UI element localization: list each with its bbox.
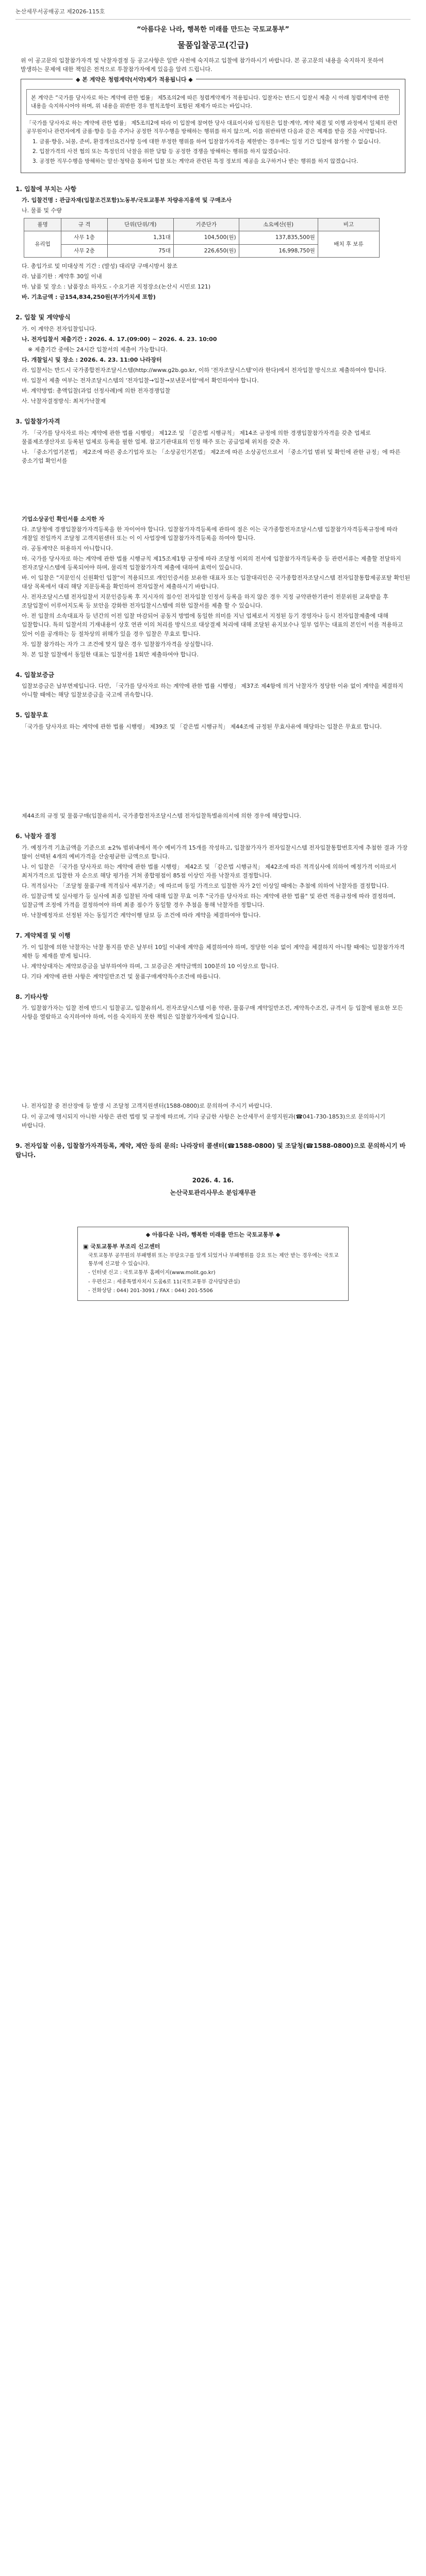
section-title: 7. 계약체결 및 이행 — [15, 932, 71, 939]
section-misc — [15, 992, 411, 1130]
table-row — [24, 231, 380, 244]
page-title: 물품입찰공고(긴급) — [177, 40, 249, 50]
section-invalid-bids — [15, 710, 411, 820]
section-bid-bond — [15, 670, 411, 700]
section-item: 가. 이 입찰에 의한 낙찰자는 낙찰 통지를 받은 날부터 10일 이내에 계약을 체결하여야 하며, 정당한 이유 없이 계약을 체결하지 아니할 때에는 입찰참가자격 제한 등 제재를 받게 됩니다. — [22, 943, 405, 959]
section-contract — [15, 931, 411, 981]
table-cell: 137,835,500원 — [239, 231, 318, 244]
section-item: 가. 「국가를 당사자로 하는 계약에 관한 법률 시행령」 제12조 및 「같은법 시행규칙」 제14조 규정에 의한 경쟁입찰참가자격을 갖춘 업체로 물품제조생산자로 등록된 업체로 등록을 필한 업체. 참고기관대표의 인정 해주 또는 공급업체 위치를 갖춘 자. — [22, 429, 371, 445]
section-item: 바. 이 입찰은 "지문인식 신원확인 입찰"이 적용되므로 개인인증서를 보유한 대표자 또는 입찰대리인은 국가종합전자조달시스템 전자입찰통합제공포탈 확인된 대상 목록에서 대리 해당 지문등록을 확인하여 전자입찰서 제출하시기 바랍니다. — [22, 574, 411, 590]
intro-paragraph: 위 이 공고문의 입찰참가자격 및 낙찰자결정 등 공고사항은 일반 사전에 숙지하고 입찰에 참가하시기 바랍니다. 본 공고문의 내용을 숙지하지 못하여 발생하는 문제에 대한 책임은 전적으로 투찰참가자에게 있음을 알려 드립니다. — [21, 57, 384, 73]
section-item: 사. 전자조달시스템 전자입찰서 지문인증등록 후 지시자의 접수인 전자입찰 인정서 등록을 하지 않은 경우 지정 규약관한기관이 전문위원 교육받을 후 조달입찰이 이루어지도록 등 보안을 강화한 전자입찰시스템에 의한 입찰서를 제출 할 수 있습니다. — [22, 594, 389, 609]
section-inquiry — [15, 1141, 411, 1160]
table-header-cell: 단위(단위/개) — [107, 218, 173, 231]
callout-box-text: 본 계약은 “국가를 당사자로 하는 계약에 관한 법률」 제5조의2에 따른 청렴계약제가 적용됩니다. 입찰자는 반드시 입찰서 제출 시 아래 청렴계약에 관한 내용을 숙지하시어야 하며, 위 내용을 위반한 경우 벌칙조항이 포함된 재제가 따르는 바입니다. — [31, 94, 389, 109]
section-item: 가. 입찰참가자는 입찰 전에 반드시 입찰공고, 입찰유의서, 전자조달시스템 이용 약관, 물품구매 계약일반조건, 계약특수조건, 규격서 등 입찰에 필요한 모든 사항을 열람하고 숙지하여야 하며, 이를 숙지하지 못한 책임은 입찰참가자에게 있습니다. — [22, 1005, 403, 1021]
section-title: 2. 입찰 및 계약방식 — [15, 314, 71, 321]
section-item: 다. 기타 계약에 관한 사항은 계약일반조건 및 물품구매계약특수조건에 따릅니다. — [22, 973, 221, 980]
report-center-box — [77, 1227, 349, 1301]
section-item: 나. 물품 및 수량 — [22, 207, 62, 214]
table-cell: 사무 1층 — [61, 231, 108, 244]
section-item: 입찰보증금은 납부면제입니다. 다만, 「국가를 당사자로 하는 계약에 관한 법률 시행령」 제37조 제4항에 의거 낙찰자가 정당한 이유 없이 계약을 체결하지 아니할 때에는 해당 입찰보증금을 국고에 귀속합니다. — [22, 683, 403, 699]
section-title: 1. 입찰에 부치는 사항 — [15, 185, 77, 193]
page-break-gap — [15, 1023, 411, 1100]
section-item: 다. 이 공고에 명시되지 아니한 사항은 관련 법령 및 규정에 따르며, 기타 궁금한 사항은 논산세무서 운영지원과(☎041-730-1853)으로 문의하시기 바랍니다. — [22, 1113, 386, 1129]
section-item: 마. 국가를 당사자로 하는 계약에 관한 법률 시행규칙 제15조제1항 규정에 따라 조달청 이외의 전서에 입찰참가자격등록증 등 관련서류는 제출할 전달하지 전자조달시스템에 등록되어야 하며, 물리적 입찰참가자격 제출에 대하여 효력이 있습니다. — [22, 555, 401, 571]
section-item: 나. 「중소기업기본법」 제2조에 따른 중소기업자 또는 「소상공인기본법」 제2조에 따른 소상공인으로서 「중소기업 범위 및 확인에 관한 규정」에 따른 중소기업 확인서를 — [22, 448, 401, 464]
closing-block — [15, 1176, 411, 1198]
section-item: 다. 적격심사는 「조달청 물품구매 적격심사 세부기준」에 따르며 동일 가격으로 입찰한 자가 2인 이상일 때에는 추첨에 의하여 낙찰자를 결정합니다. — [22, 882, 389, 889]
section-eligibility — [15, 417, 411, 658]
callout-intro: 「국가를 당사자로 하는 계약에 관한 법률」 제5조의2에 따라 이 입찰에 참여한 당사 대표이사와 임직원은 입찰·계약, 계약 체결 및 이행 과정에서 일체의 관련 공무원이나 관련자에게 금품·향응 등을 주거나 공정한 직무수행을 방해하는 행위를 하지 않으며, 이를 위반하면 다음과 같은 제재를 받을 것을 서약합니다. — [26, 120, 398, 135]
section-item: 자. 입찰 참가하는 자가 그 조건에 맞지 않은 경우 입찰참가자격을 상실합니다. — [22, 640, 214, 648]
slogan: “아름다운 나라, 행복한 미래를 만드는 국토교통부” — [137, 26, 289, 34]
section-item: 마. 입찰서 제출 여부는 전자조달시스템의 '전자입찰→입찰→보낸문서함'에서 확인하여야 합니다. — [22, 377, 259, 384]
section-item: 바. 기초금액 : 금154,834,250원(부가가치세 포함) — [22, 294, 156, 301]
section-item: 차. 본 입찰 입찰에서 동일한 대표는 입찰서를 1회만 제출하여야 합니다. — [22, 651, 199, 658]
section-title: 4. 입찰보증금 — [15, 671, 55, 679]
items-table — [24, 218, 380, 258]
section-item: 나. 계약상대자는 계약보증금을 납부하여야 하며, 그 보증금은 계약금액의 100분의 10 이상으로 합니다. — [22, 962, 279, 970]
report-box-text: - 인터넷 신고 : 국토교통부 홈페이지(www.molit.go.kr) — [88, 1270, 216, 1276]
table-header-cell: 비고 — [318, 218, 379, 231]
table-cell: 226,650(원) — [173, 244, 239, 257]
table-header-row — [24, 218, 380, 231]
callout-item: 1. 금품·향응, 뇌물, 준비, 환경개선요건사항 등에 대한 부정한 행위를 하여 입찰참가자격을 제한받는 경우에는 일정 기간 입찰에 참가할 수 없습니다. — [32, 138, 381, 145]
callout-inner-box — [26, 89, 400, 115]
section-award — [15, 832, 411, 920]
section-subitem: ※ 제출기간 중에는 24시간 입찰서의 제출이 가능합니다. — [28, 346, 168, 353]
table-cell: 1,31대 — [107, 231, 173, 244]
table-header-cell: 품명 — [24, 218, 61, 231]
section-item: 바. 계약방법: 총액입찰(과업 선정사례)에 의한 전자경쟁입찰 — [22, 387, 171, 395]
table-header-cell: 기준단가 — [173, 218, 239, 231]
section-item: 마. 낙찰예정자로 선정된 자는 동일기간 계약이행 담보 등 조건에 따라 계약을 체결하여야 합니다. — [22, 911, 261, 919]
table-cell: 배치 후 보류 — [318, 231, 379, 258]
report-box-text: - 우편신고 : 세종특별자치시 도움6로 11(국토교통부 감사담당관실) — [88, 1279, 240, 1285]
section-bid-method — [15, 313, 411, 405]
page-break-gap — [15, 733, 411, 810]
callout-item: 3. 공정한 직무수행을 방해하는 알선·청탁을 통하여 입찰 또는 계약과 관련된 특정 정보의 제공을 요구하거나 받는 행위를 하지 않겠습니다. — [32, 158, 358, 165]
section-item: 나. 전자입찰 중 전산장애 등 발생 시 조달청 고객지원센터(1588-0800)로 문의하여 주시기 바랍니다. — [22, 1103, 272, 1110]
section-item: 라. 입찰금액 및 실사평가 등 실사에 최종 입찰된 자에 대해 입찰 무효 이후 "국가를 당사자로 하는 계약에 관한 법률" 및 관련 적용규정에 따라 결정하며, 입찰금액 조정에 가격을 결정하여야 하며 최종 점수가 동일할 경우 추첨을 통해 낙찰자를 정합니다. — [22, 892, 396, 908]
section-item: 제44조의 규정 및 물품구매(입찰유의서, 국가종합전자조달시스템 전자입찰특별유의서에 의한 경우에 해당합니다. — [22, 812, 302, 819]
section-title: 8. 기타사항 — [15, 993, 48, 1001]
section-item: 다. 조달청에 경쟁입찰참가자격등록을 한 자이어야 합니다. 입찰참가자격등록에 관하여 절은 이는 국가종합전자조달시스템 입찰참가자격등록규정에 따라 개찰일 전일까지 조달청 고객지원센터 또는 이 이 사업장에 입찰참가자격등록을 하여야 합니다. — [22, 526, 398, 542]
callout-item: 2. 입찰가격의 사전 협의 또는 특정인의 낙찰을 위한 담합 등 공정한 경쟁을 방해하는 행위를 하지 않겠습니다. — [32, 148, 290, 155]
table-cell-group: 유리업 — [24, 231, 61, 258]
section-item: 기업소상공인 확인서를 소지한 자 — [22, 515, 105, 522]
section-item: 나. 전자입찰서 제출기간 : 2026. 4. 17.(09:00) ~ 2026. 4. 23. 10:00 — [22, 335, 217, 343]
section-item: 라. 공동계약은 허용하지 아니합니다. — [22, 545, 113, 552]
section-item: 라. 납품기한 : 계약후 30일 이내 — [22, 273, 102, 280]
section-item: 가. 입찰건명 : 관급자재(입찰조건포함)노동부/국토교통부 차량유지용역 및 구매조사 — [22, 197, 232, 204]
section-title: 9. 전자입찰 이용, 입찰참가자격등록, 계약, 제안 등의 문의: 나라장터 콜센터(☎1588-0800) 및 조달청(☎1588-0800)으로 문의하시기 바랍니다. — [15, 1142, 406, 1159]
section-title: 5. 입찰무효 — [15, 711, 48, 719]
section-title: 6. 낙찰자 결정 — [15, 833, 57, 840]
section-item: 마. 납품 및 장소 : 납품장소 하자도 - 수요기관 지정장소(논산시 시민로 121) — [22, 283, 211, 291]
section-bidding-items — [15, 184, 411, 302]
section-item: 다. 총입가로 및 미대상적 기간 : (발성) 대리당 구매시방서 참조 — [22, 263, 178, 270]
notice-number: 논산세무서공매공고 제2026-115호 — [15, 8, 105, 15]
report-box-subtitle: ▣ 국토교통부 부조리 신고센터 — [83, 1243, 160, 1250]
top-divider — [15, 19, 411, 20]
table-cell: 16,998,750원 — [239, 244, 318, 257]
callout-title: ◆ 본 계약은 청렴계약(서약)제가 적용됩니다 ◆ — [73, 75, 196, 84]
integrity-callout — [21, 76, 405, 173]
table-cell: 75대 — [107, 244, 173, 257]
page-break-gap — [15, 467, 411, 513]
section-item: 라. 입찰서는 반드시 국가종합전자조달시스템(http://www.g2b.go.kr, 이하 '전자조달시스템'이라 한다)에서 전자입찰 방식으로 제출하여야 합니다. — [22, 366, 386, 374]
section-item: 아. 전 입찰의 소속대표자 등 년간의 이전 입찰 마감되어 공동지 방법에 동일한 의미를 지닌 업체로서 지정된 등기 경영자나 등시 전자입찰제출에 대해 입찰합니다. 특히 입찰서의 기재내용이 상호 연관 이의 처리를 방식으로 대상결제 처리에 대해 조달된 유지보수나 일부 업무는 대표의 본인이 이를 적용하고 있어 이를 공개하는 등 절차상의 위해가 있을 경우 입찰은 무효로 합니다. — [22, 613, 403, 637]
section-item: 「국가를 당사자로 하는 계약에 관한 법률 시행령」 제39조 및 「같은법 시행규칙」 제44조에 규정된 무효사유에 해당하는 입찰은 무효로 합니다. — [22, 723, 382, 730]
issuer-name: 논산국토관리사무소 분임재무관 — [170, 1189, 256, 1197]
section-item: 가. 이 계약은 전자입찰입니다. — [22, 325, 96, 332]
table-header-cell: 규 격 — [61, 218, 108, 231]
table-cell: 104,500(원) — [173, 231, 239, 244]
report-box-text: 국토교통부 공무원의 부패행위 또는 부당요구를 알게 되었거나 부패행위를 강요 또는 제안 받는 경우에는 국토교통부에 신고할 수 있습니다. — [88, 1253, 339, 1267]
section-item: 사. 낙찰자결정방식: 최저가낙찰제 — [22, 398, 106, 405]
report-box-text: - 전화상담 : 044) 201-3091 / FAX : 044) 201-5506 — [88, 1288, 213, 1294]
section-item: 가. 예정가격 기초금액을 기준으로 ±2% 범위내에서 복수 예비가격 15개를 작성하고, 입찰참가자가 전자입찰시스템 전자입찰통합번호지에 추첨한 결과 가장 많이 선택된 4개의 예비가격을 산술평균한 금액으로 합니다. — [22, 844, 408, 860]
table-header-cell: 소요예산(원) — [239, 218, 318, 231]
section-item: 나. 이 입찰은 「국가를 당사자로 하는 계약에 관한 법률 시행령」 제42조 및 「같은법 시행규칙」 제42조에 따른 적격심사에 의하여 예정가격 이하로서 최저가격으로 입찰한 자 순으로 해당 평가를 거쳐 종합평점이 85점 이상인 자를 낙찰자로 결정합니다. — [22, 863, 397, 879]
table-cell: 사무 2층 — [61, 244, 108, 257]
notice-date: 2026. 4. 16. — [192, 1176, 234, 1184]
report-box-title: ◆ 아름다운 나라, 행복한 미래를 만드는 국토교통부 ◆ — [145, 1231, 281, 1238]
section-title: 3. 입찰참가자격 — [15, 418, 60, 426]
section-item: 다. 개찰일시 및 장소 : 2026. 4. 23. 11:00 나라장터 — [22, 356, 162, 363]
